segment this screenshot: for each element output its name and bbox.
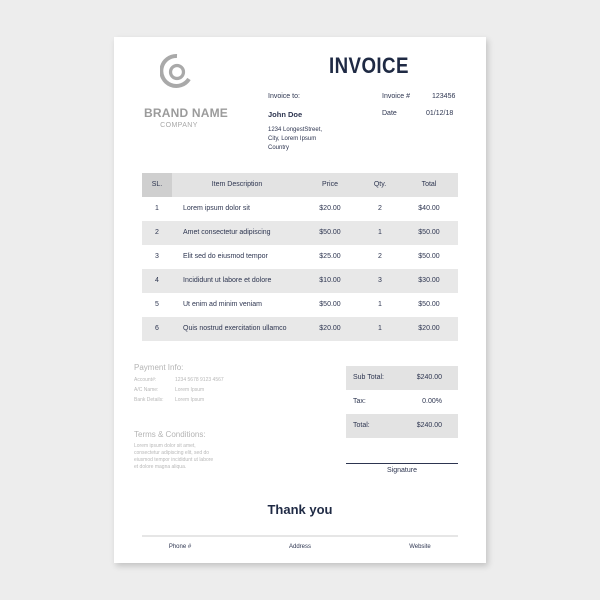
row-price: $20.00 <box>319 205 341 212</box>
account-label: Account#: <box>134 377 157 383</box>
row-qty: 1 <box>378 325 382 332</box>
row-description: Amet consectetur adipiscing <box>183 229 271 236</box>
row-description: Quis nostrud exercitation ullamco <box>183 325 287 332</box>
row-total: $20.00 <box>418 325 440 332</box>
thank-you-text: Thank you <box>267 502 333 517</box>
invoice-title: INVOICE <box>329 53 409 78</box>
header-total: Total <box>421 181 437 188</box>
invoice-page <box>114 37 486 563</box>
brand-name: BRAND NAME <box>144 106 228 120</box>
table-row <box>142 317 458 341</box>
row-total: $50.00 <box>418 253 440 260</box>
row-description: Ut enim ad minim veniam <box>183 301 262 308</box>
signature-label: Signature <box>387 467 417 474</box>
row-total: $40.00 <box>418 205 440 212</box>
row-qty: 1 <box>378 301 382 308</box>
row-description: Incididunt ut labore et dolore <box>183 277 272 284</box>
invoice-number: 123456 <box>432 93 456 100</box>
brand-company: COMPANY <box>160 122 198 129</box>
row-description: Lorem ipsum dolor sit <box>183 205 250 212</box>
items-table <box>142 173 458 341</box>
payment-info-heading: Payment Info: <box>134 363 184 372</box>
client-address-line2: City, Lorem Ipsum <box>268 136 317 142</box>
header-qty: Qty. <box>373 181 387 188</box>
terms-line: eiusmod tempor incididunt ut labore <box>134 457 214 463</box>
footer-address: Address <box>288 544 311 550</box>
terms-line: consectetur adipiscing elit, sed do <box>134 450 210 456</box>
tax-label: Tax: <box>353 398 366 405</box>
ac-name: Lorem Ipsum <box>175 387 205 393</box>
row-total: $50.00 <box>418 301 440 308</box>
table-row <box>142 197 458 221</box>
row-price: $20.00 <box>319 325 341 332</box>
row-description: Elit sed do eiusmod tempor <box>183 253 268 260</box>
row-sl: 5 <box>155 301 159 308</box>
table-row <box>142 221 458 245</box>
account-number: 1234 5678 9123 4567 <box>175 377 224 383</box>
subtotal-label: Sub Total: <box>353 374 385 381</box>
invoice-date-label: Date <box>382 110 397 117</box>
brand-logo-icon <box>160 53 192 89</box>
table-row <box>142 269 458 293</box>
terms-line: Lorem ipsum dolor sit amet, <box>134 443 196 449</box>
footer-phone: Phone # <box>168 544 192 550</box>
row-sl: 1 <box>155 205 159 212</box>
header-description: Item Description <box>211 181 263 188</box>
subtotal-value: $240.00 <box>416 374 442 381</box>
footer-website: Website <box>409 544 431 550</box>
row-price: $25.00 <box>319 253 341 260</box>
row-total: $30.00 <box>418 277 440 284</box>
invoice-to-label: Invoice to: <box>268 93 300 100</box>
client-address-line1: 1234 LongestStreet, <box>268 127 323 133</box>
client-name: John Doe <box>268 110 303 119</box>
row-sl: 4 <box>155 277 159 284</box>
row-qty: 3 <box>378 277 382 284</box>
header-sl: SL. <box>151 181 163 188</box>
table-row <box>142 245 458 269</box>
total-row <box>346 414 458 438</box>
row-sl: 6 <box>155 325 159 332</box>
row-total: $50.00 <box>418 229 440 236</box>
tax-row <box>346 390 458 414</box>
signature-line <box>346 463 458 464</box>
bank-details-label: Bank Details: <box>134 397 164 403</box>
invoice-date: 01/12/18 <box>426 110 454 117</box>
row-price: $10.00 <box>319 277 341 284</box>
row-sl: 2 <box>155 229 159 236</box>
header-price: Price <box>322 181 338 188</box>
row-price: $50.00 <box>319 229 341 236</box>
terms-line: et dolore magna aliqua. <box>134 464 187 470</box>
total-value: $240.00 <box>416 422 442 429</box>
subtotal-row <box>346 366 458 390</box>
row-price: $50.00 <box>319 301 341 308</box>
row-qty: 1 <box>378 229 382 236</box>
invoice-number-label: Invoice # <box>382 93 411 100</box>
total-label: Total: <box>353 422 370 429</box>
row-qty: 2 <box>378 253 382 260</box>
row-qty: 2 <box>378 205 382 212</box>
table-header <box>142 173 458 197</box>
ac-name-label: A/C Name: <box>134 387 159 393</box>
bank-details: Lorem Ipsum <box>175 397 205 403</box>
terms-heading: Terms & Conditions: <box>134 430 206 439</box>
footer-divider <box>142 535 458 537</box>
table-row <box>142 293 458 317</box>
row-sl: 3 <box>155 253 159 260</box>
tax-value: 0.00% <box>422 398 442 405</box>
client-address-line3: Country <box>268 145 290 151</box>
